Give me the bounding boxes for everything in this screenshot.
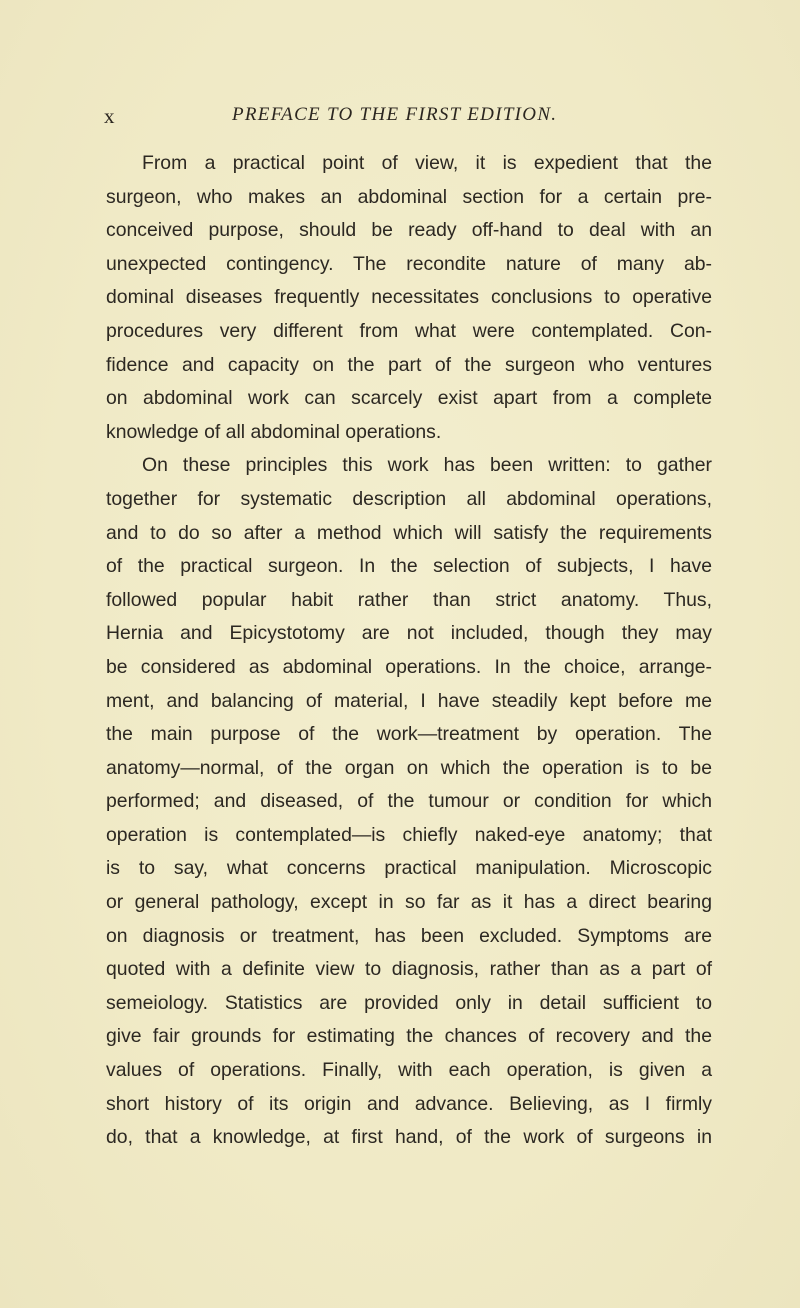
text-line: From a practical point of view, it is expedient that the (142, 152, 712, 174)
text-line: on abdominal work can scarcely exist apart from a complete (106, 387, 712, 410)
text-line: do, that a knowledge, at first hand, of the work of surgeons in (106, 1126, 712, 1149)
text-line: short history of its origin and advance. Believing, as I firmly (106, 1092, 712, 1115)
text-line: and to do so after a method which will satisfy the requirements (106, 521, 712, 544)
text-line: is to say, what concerns practical manipulation. Microscopic (106, 857, 712, 880)
text-line: on diagnosis or treatment, has been excluded. Symptoms are (106, 924, 712, 947)
text-line: fidence and capacity on the part of the surgeon who ventures (106, 353, 712, 376)
running-head-title: PREFACE TO THE FIRST EDITION. (232, 104, 558, 125)
text-line: knowledge of all abdominal operations. (106, 420, 442, 443)
text-line: dominal diseases frequently necessitates conclusions to operative (106, 286, 712, 309)
text-line: ment, and balancing of material, I have steadily kept before me (106, 689, 712, 712)
text-line: the main purpose of the work—treatment by operation. The (106, 723, 712, 746)
text-line: followed popular habit rather than strict anatomy. Thus, (106, 588, 712, 611)
text-line: surgeon, who makes an abdominal section for a certain pre- (106, 185, 712, 208)
text-line: together for systematic description all abdominal operations, (106, 487, 712, 510)
text-line: operation is contemplated—is chiefly naked-eye anatomy; that (106, 823, 712, 846)
preface-body (106, 147, 712, 1155)
text-line: anatomy—normal, of the organ on which the operation is to be (106, 756, 712, 779)
text-line: conceived purpose, should be ready off-hand to deal with an (106, 219, 712, 242)
text-line: unexpected contingency. The recondite nature of many ab- (106, 252, 712, 275)
text-line: Hernia and Epicystotomy are not included, though they may (106, 622, 712, 645)
text-line: On these principles this work has been written: to gather (142, 454, 712, 477)
running-head (104, 104, 704, 134)
text-line: give fair grounds for estimating the chances of recovery and the (106, 1025, 712, 1048)
text-line: be considered as abdominal operations. In the choice, arrange- (106, 655, 712, 678)
text-line: values of operations. Finally, with each operation, is given a (106, 1059, 712, 1082)
page-number: x (104, 104, 116, 128)
text-line: procedures very different from what were contemplated. Con- (106, 319, 712, 342)
text-line: quoted with a definite view to diagnosis, rather than as a part of (106, 958, 712, 981)
text-line: semeiology. Statistics are provided only in detail sufficient to (106, 991, 712, 1014)
text-line: or general pathology, except in so far as it has a direct bearing (106, 891, 712, 914)
text-line: of the practical surgeon. In the selection of subjects, I have (106, 555, 712, 578)
text-line: performed; and diseased, of the tumour or condition for which (106, 790, 712, 813)
